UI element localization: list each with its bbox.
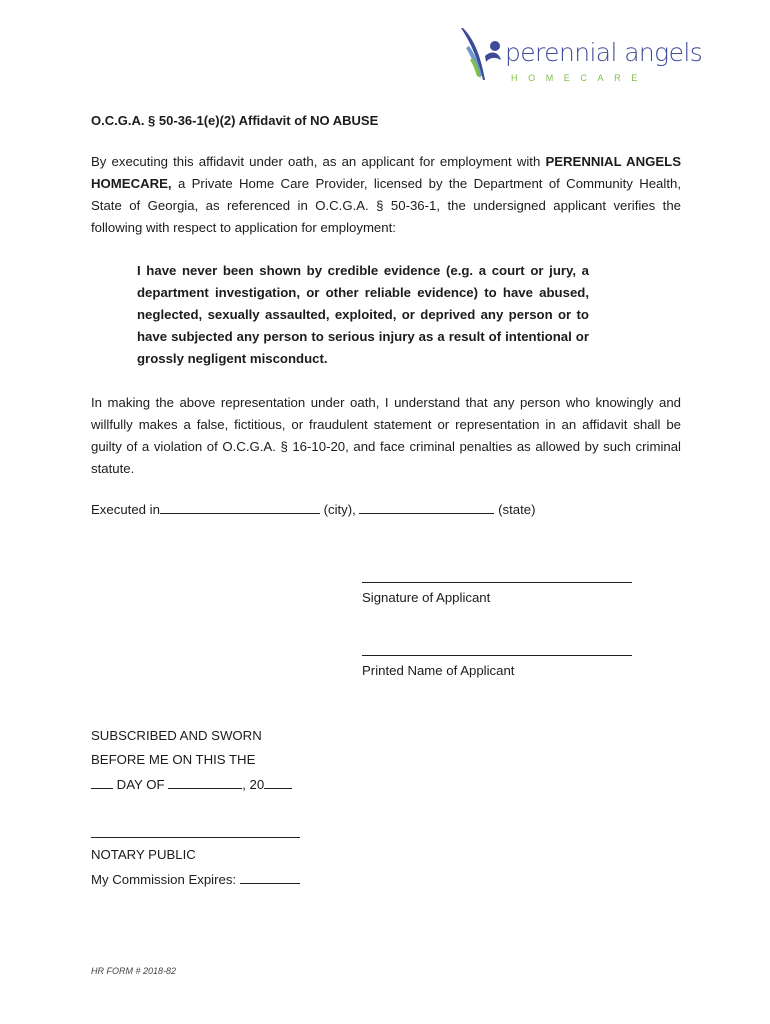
form-number: HR FORM # 2018-82 xyxy=(91,966,177,976)
company-logo xyxy=(455,26,703,88)
printed-name-label: Printed Name of Applicant xyxy=(362,663,515,678)
notary-signature-field[interactable] xyxy=(91,837,300,838)
logo-subtitle: HOMECARE xyxy=(511,73,648,83)
state-label: (state) xyxy=(494,502,536,517)
notary-date-line xyxy=(91,776,292,792)
commission-field[interactable] xyxy=(240,871,300,884)
signature-field[interactable] xyxy=(362,582,632,583)
representation-paragraph: In making the above representation under oath, I understand that any person who knowingly and willfully makes a false, fictitious, or fraudulent statement or representation in an affidavit shall be guilty of a violation of O.C.G.A. § 16-10-20, and face criminal penalties as allowed by such criminal statute. xyxy=(91,395,681,476)
city-field[interactable] xyxy=(160,501,320,514)
no-abuse-statement: I have never been shown by credible evidence (e.g. a court or jury, a department investigation, or other reliable evidence) to have abused, neglected, sexually assaulted, exploited, or deprived any person or to have subjected any person to serious injury as a result of intentional or grossly negligent misconduct. xyxy=(137,263,589,366)
day-field[interactable] xyxy=(91,776,113,789)
printed-name-field[interactable] xyxy=(362,655,632,656)
logo-name: perennial angels xyxy=(505,38,703,67)
intro-paragraph xyxy=(91,151,681,239)
document-title: O.C.G.A. § 50-36-1(e)(2) Affidavit of NO ABUSE xyxy=(91,113,379,128)
angel-wing-icon xyxy=(455,26,505,88)
city-label: (city), xyxy=(319,502,360,517)
executed-line xyxy=(91,501,536,517)
intro-text-1: By executing this affidavit under oath, as an applicant for employment with xyxy=(91,154,546,169)
commission-line xyxy=(91,871,300,887)
day-of-label: DAY OF xyxy=(113,777,169,792)
signature-label: Signature of Applicant xyxy=(362,590,491,605)
executed-label: Executed in xyxy=(91,502,160,517)
notary-subscribed: SUBSCRIBED AND SWORN xyxy=(91,728,262,743)
year-field[interactable] xyxy=(264,776,292,789)
company-name: PERENNIAL ANGELS HOMECARE, xyxy=(91,154,682,191)
intro-text-2: a Private Home Care Provider, licensed by the Department of Community Health, State of Georgia, as referenced in O.C.G.A. § 50-36-1, the undersigned applicant verifies the following with respect to application for employment: xyxy=(91,176,681,235)
state-field[interactable] xyxy=(359,501,494,514)
commission-label: My Commission Expires: xyxy=(91,872,240,887)
notary-before-me: BEFORE ME ON THIS THE xyxy=(91,752,256,767)
notary-public-label: NOTARY PUBLIC xyxy=(91,847,196,862)
year-label: , 20 xyxy=(242,777,265,792)
month-field[interactable] xyxy=(168,776,242,789)
